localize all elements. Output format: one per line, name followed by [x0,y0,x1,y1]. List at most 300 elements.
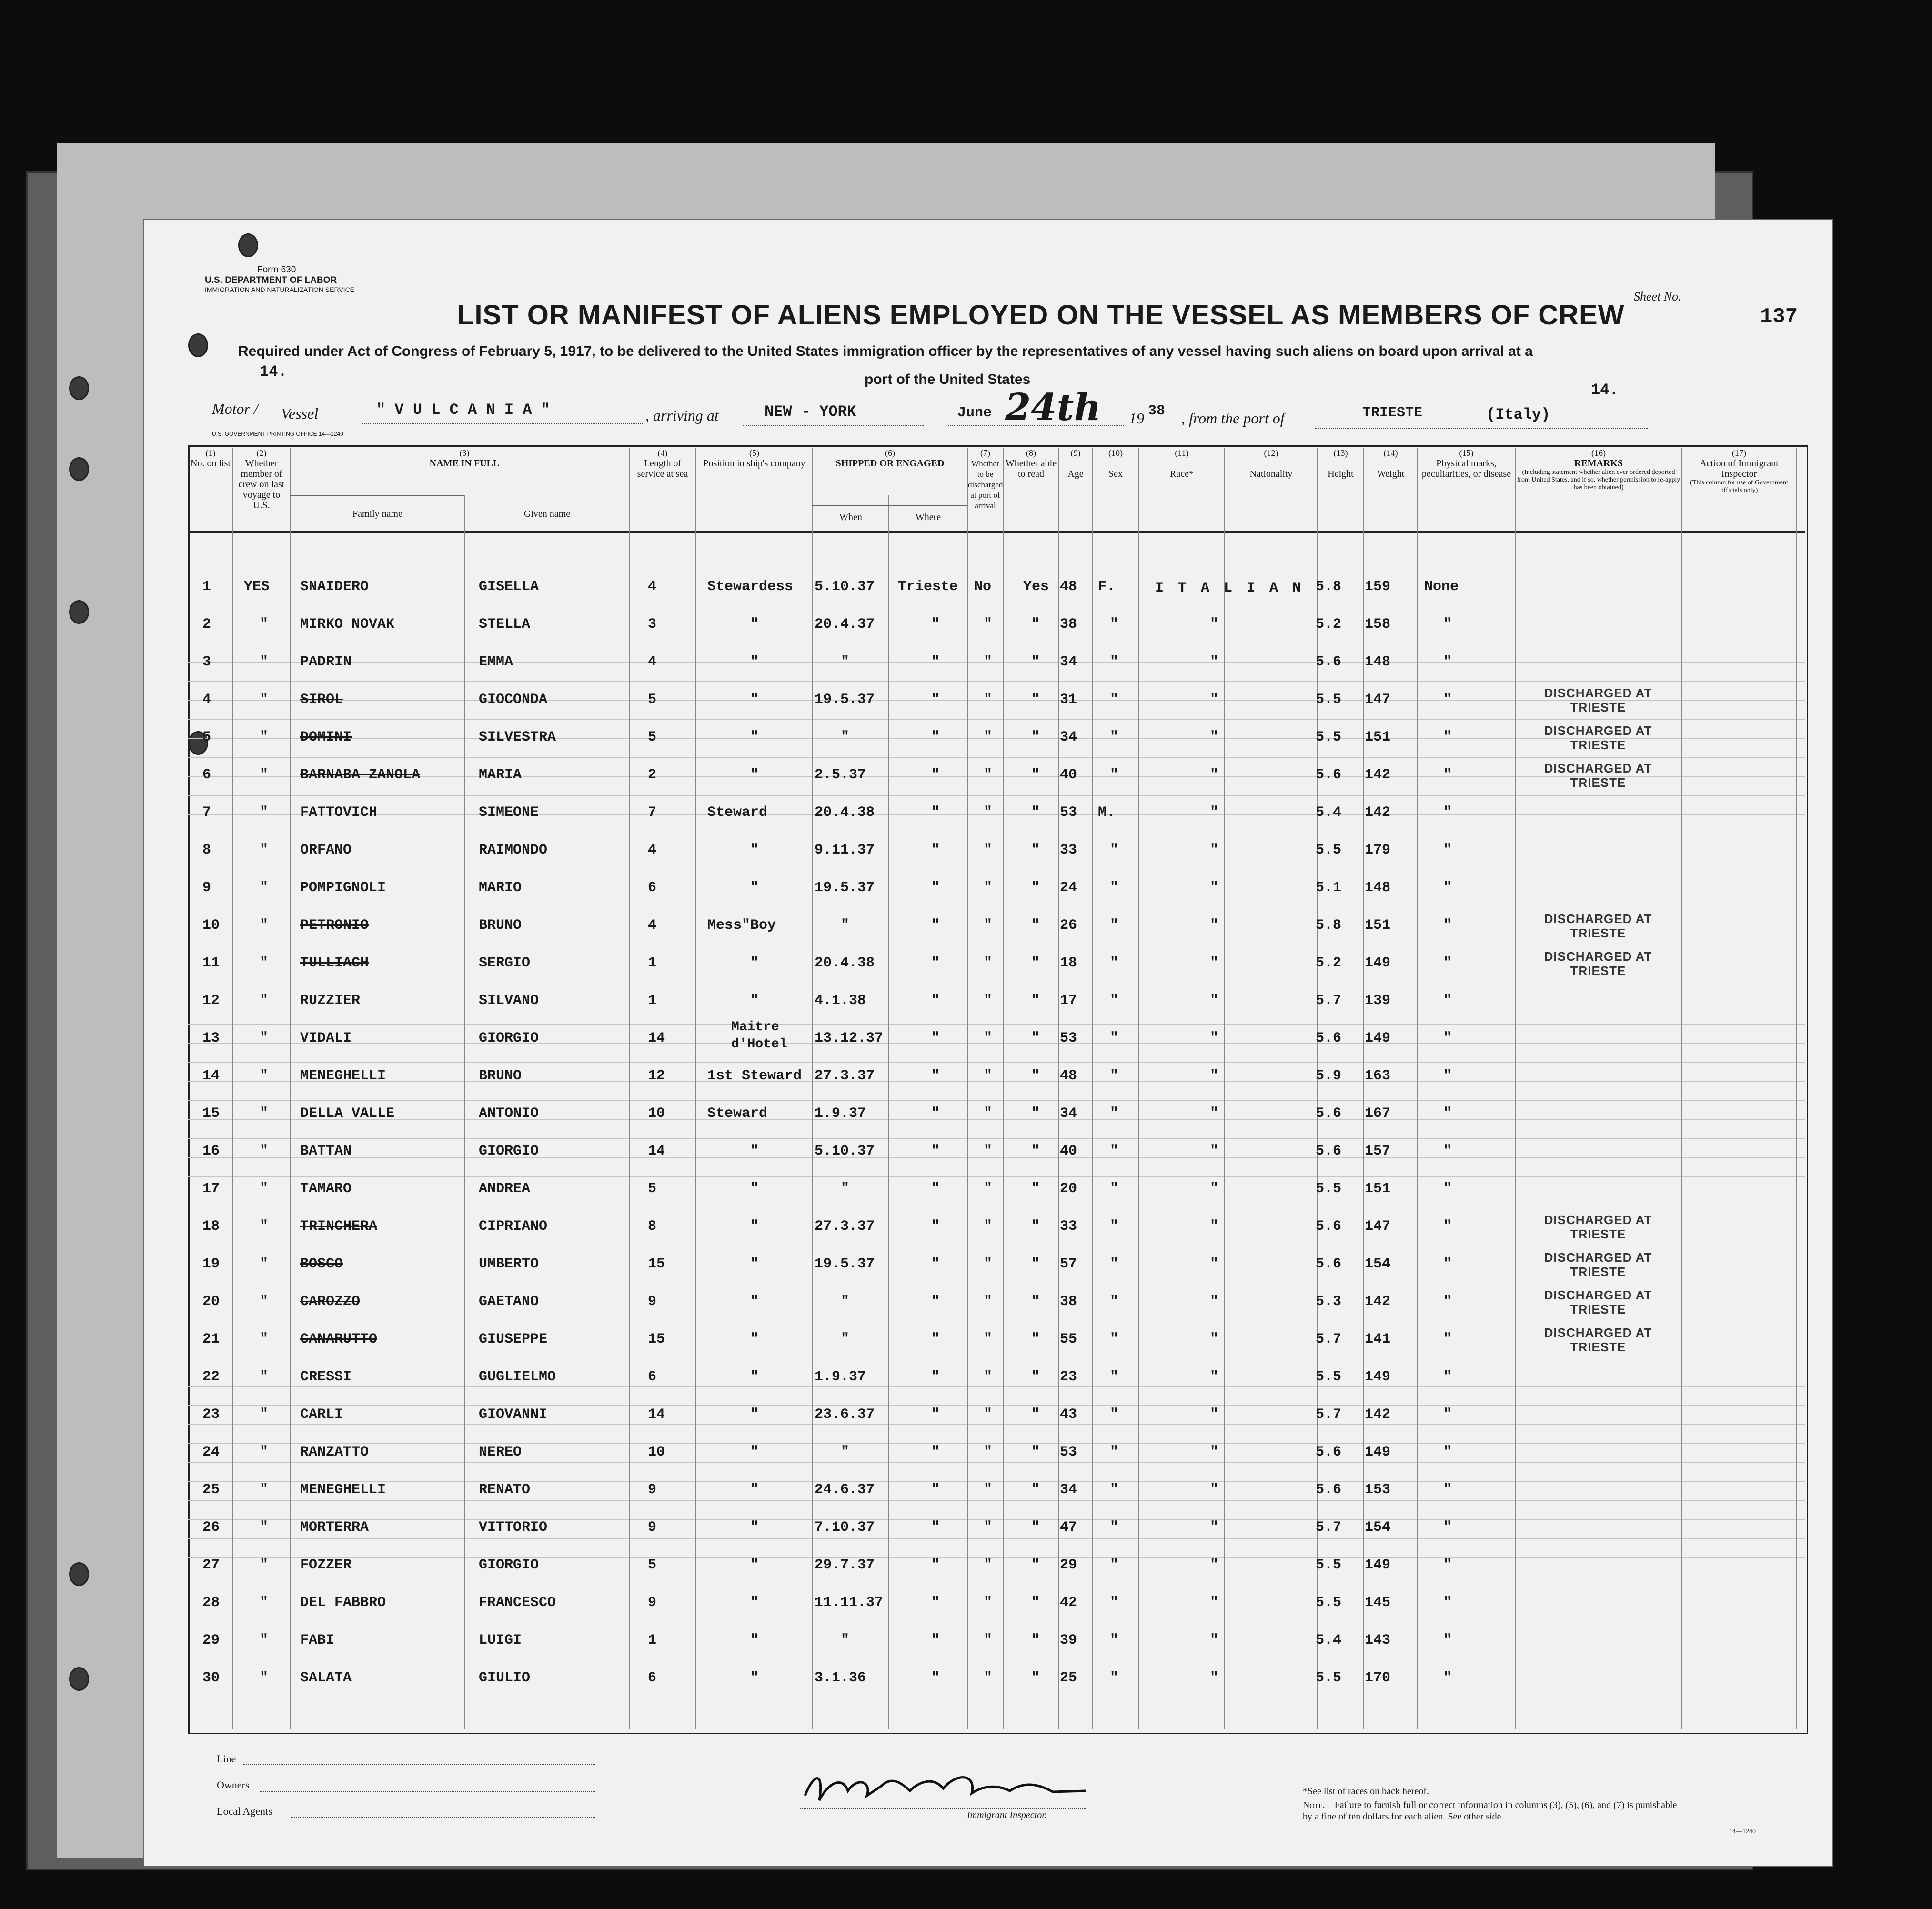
row-discharged: " [984,1030,993,1046]
row-read: " [1031,842,1040,858]
row-crew: " [260,804,269,821]
row-read: " [1031,1519,1040,1536]
row-where: " [931,955,940,971]
row-number: 27 [202,1557,220,1573]
col-divider [290,448,291,1729]
row-marks: " [1443,1143,1452,1159]
ruled-line [188,681,1805,682]
row-given-name: UMBERTO [479,1256,539,1272]
row-position: " [750,1482,759,1498]
row-age: 53 [1060,1444,1077,1460]
row-age: 48 [1060,579,1077,595]
col-divider [812,448,813,1729]
row-when: " [841,1331,850,1347]
row-race: " [1210,955,1219,971]
row-sex: " [1110,1068,1119,1084]
row-age: 38 [1060,1294,1077,1310]
row-discharged: " [984,1444,993,1460]
row-weight: 139 [1365,993,1391,1009]
row-family-name: TRINCHERA [300,1218,378,1235]
row-age: 39 [1060,1632,1077,1648]
sheet-number: 137 [1760,305,1798,329]
row-marks: " [1443,616,1452,633]
binder-hole [69,1667,89,1691]
row-service: 8 [648,1218,657,1235]
row-number: 13 [202,1030,220,1046]
row-when: 7.10.37 [815,1519,875,1536]
row-race: " [1210,1670,1219,1686]
col-header-read: (8) Whether able to read [1005,448,1057,479]
row-number: 11 [202,955,220,971]
row-height: 5.6 [1316,1482,1342,1498]
row-age: 34 [1060,1482,1077,1498]
row-marks: " [1443,1181,1452,1197]
row-number: 7 [202,804,211,821]
row-sex: " [1110,654,1119,670]
row-weight: 151 [1365,917,1391,934]
row-number: 10 [202,917,220,934]
row-height: 5.9 [1316,1068,1342,1084]
row-given-name: RENATO [479,1482,531,1498]
row-marks: " [1443,1369,1452,1385]
row-race: " [1210,1595,1219,1611]
discharged-stamp: DISCHARGED AT TRIESTE [1544,1326,1652,1354]
row-when: 5.10.37 [815,1143,875,1159]
row-read: " [1031,804,1040,821]
row-marks: " [1443,1331,1452,1347]
row-when: " [841,917,850,934]
row-read: " [1031,1218,1040,1235]
row-age: 38 [1060,616,1077,633]
ruled-line [188,1119,1805,1120]
row-sex: " [1110,1557,1119,1573]
col-header-service: (4) Length of service at sea [637,448,688,479]
row-when: 19.5.37 [815,880,875,896]
row-number: 19 [202,1256,220,1272]
row-age: 33 [1060,1218,1077,1235]
row-number: 6 [202,767,211,783]
row-number: 1 [202,579,211,595]
row-where: " [931,1143,940,1159]
row-given-name: NEREO [479,1444,522,1460]
row-position: Steward [707,1105,768,1122]
row-when: 23.6.37 [815,1407,875,1423]
row-given-name: GIULIO [479,1670,531,1686]
row-where: " [931,1595,940,1611]
row-read: " [1031,1670,1040,1686]
row-position: " [750,1557,759,1573]
row-family-name: POMPIGNOLI [300,880,386,896]
port-field-line [1315,428,1648,429]
page-title: LIST OR MANIFEST OF ALIENS EMPLOYED ON THE VESSEL AS MEMBERS OF CREW [457,300,1625,331]
row-weight: 159 [1365,579,1391,595]
row-family-name: MENEGHELLI [300,1482,386,1498]
row-family-name: SIROL [300,692,343,708]
row-number: 2 [202,616,211,633]
fine-note: Note.—Failure to furnish full or correct information in columns (3), (5), (6), and (7) is punishable by a fine of ten dollars for each alien. See other side. [1303,1800,1677,1822]
row-number: 20 [202,1294,220,1310]
row-marks: " [1443,1294,1452,1310]
row-position: " [750,955,759,971]
row-read: " [1031,1256,1040,1272]
row-discharged: " [984,767,993,783]
row-given-name: MARIA [479,767,522,783]
row-number: 25 [202,1482,220,1498]
row-service: 10 [648,1444,665,1460]
row-sex: " [1110,1294,1119,1310]
row-service: 10 [648,1105,665,1122]
row-when: 1.9.37 [815,1105,866,1122]
row-race: " [1210,1294,1219,1310]
row-where: Trieste [898,579,958,595]
print-code: 14—1240 [1729,1828,1756,1835]
row-crew: " [260,1331,269,1347]
row-family-name: BARNABA ZANOLA [300,767,421,783]
row-weight: 141 [1365,1331,1391,1347]
row-given-name: GIORGIO [479,1143,539,1159]
count-left: 14. [260,363,287,381]
row-crew: " [260,1632,269,1648]
row-service: 14 [648,1143,665,1159]
row-read: " [1031,1105,1040,1122]
row-read: " [1031,1482,1040,1498]
discharged-stamp: DISCHARGED AT TRIESTE [1544,1250,1652,1279]
row-number: 22 [202,1369,220,1385]
row-when: 5.10.37 [815,579,875,595]
row-height: 5.6 [1316,1256,1342,1272]
row-weight: 149 [1365,1369,1391,1385]
row-crew: " [260,917,269,934]
row-service: 14 [648,1407,665,1423]
row-given-name: GUGLIELMO [479,1369,556,1385]
row-age: 34 [1060,1105,1077,1122]
row-race: " [1210,1030,1219,1046]
row-race: " [1210,616,1219,633]
row-family-name: MENEGHELLI [300,1068,386,1084]
row-read: " [1031,993,1040,1009]
row-number: 29 [202,1632,220,1648]
row-discharged: " [984,1068,993,1084]
row-discharged: " [984,1256,993,1272]
row-position: " [750,1331,759,1347]
row-read: " [1031,1632,1040,1648]
row-age: 24 [1060,880,1077,896]
row-height: 5.6 [1316,1030,1342,1046]
row-number: 3 [202,654,211,670]
row-crew: " [260,1519,269,1536]
row-given-name: GIUSEPPE [479,1331,548,1347]
row-service: 6 [648,1369,657,1385]
row-position: " [750,1407,759,1423]
row-height: 5.6 [1316,767,1342,783]
col-header-given: Given name [523,509,571,519]
row-race: " [1210,1068,1219,1084]
ruled-line [188,757,1805,758]
row-sex: " [1110,1670,1119,1686]
row-sex: " [1110,1519,1119,1536]
row-given-name: GIOCONDA [479,692,548,708]
nationality-spread: I T A L I A N [1155,580,1304,596]
row-where: " [931,1218,940,1235]
row-when: " [841,729,850,745]
row-marks: " [1443,804,1452,821]
col-header-name: (3) NAME IN FULL [429,448,500,469]
row-service: 1 [648,993,657,1009]
row-crew: " [260,767,269,783]
row-crew: " [260,1143,269,1159]
row-given-name: MARIO [479,880,522,896]
row-weight: 149 [1365,1444,1391,1460]
col-header-crew: (2) Whether member of crew on last voyage to U.S. [238,448,285,511]
row-read: " [1031,917,1040,934]
required-text: Required under Act of Congress of February 5, 1917, to be delivered to the United States immigration officer by the representatives of any vessel having such aliens on board upon arrival at a [238,343,1533,359]
row-race: " [1210,692,1219,708]
row-read: " [1031,654,1040,670]
row-position: " [750,1444,759,1460]
row-where: " [931,767,940,783]
row-height: 5.4 [1316,1632,1342,1648]
from-country: (Italy) [1486,406,1550,423]
row-service: 4 [648,654,657,670]
row-family-name: ORFANO [300,842,352,858]
arriving-field-line [743,425,924,426]
row-given-name: SILVANO [479,993,539,1009]
name-subheader-rule [290,495,464,496]
row-sex: " [1110,917,1119,934]
vessel-label: Vessel [281,405,319,422]
ruled-line [188,719,1805,720]
ruled-line [188,814,1805,815]
row-sex: " [1110,1331,1119,1347]
row-given-name: GIOVANNI [479,1407,548,1423]
line-field [243,1764,595,1765]
col-header-family: Family name [352,509,402,519]
col-header-position: (5) Position in ship's company [703,448,805,469]
row-crew: " [260,880,269,896]
row-discharged: " [984,993,993,1009]
row-read: " [1031,692,1040,708]
row-sex: " [1110,955,1119,971]
races-note: *See list of races on back hereof. [1303,1786,1429,1797]
row-family-name: CAROZZO [300,1294,361,1310]
row-crew: YES [244,579,270,595]
row-where: " [931,804,940,821]
ruled-line [188,1500,1805,1501]
row-sex: " [1110,880,1119,896]
row-weight: 153 [1365,1482,1391,1498]
row-race: " [1210,1181,1219,1197]
row-weight: 167 [1365,1105,1391,1122]
row-where: " [931,1030,940,1046]
inspector-field [800,1808,1086,1809]
row-family-name: DOMINI [300,729,352,745]
row-discharged: " [984,1670,993,1686]
gpo-notice: U.S. GOVERNMENT PRINTING OFFICE 14—1240 [212,431,343,437]
from-port: TRIESTE [1362,405,1423,421]
row-where: " [931,1331,940,1347]
row-marks: " [1443,1519,1452,1536]
row-when: 11.11.37 [815,1595,884,1611]
row-family-name: VIDALI [300,1030,352,1046]
department-name: U.S. DEPARTMENT OF LABOR [205,275,337,285]
row-number: 18 [202,1218,220,1235]
row-age: 55 [1060,1331,1077,1347]
row-when: " [841,1632,850,1648]
row-family-name: CRESSI [300,1369,352,1385]
row-crew: " [260,1407,269,1423]
row-given-name: LUIGI [479,1632,522,1648]
row-where: " [931,1105,940,1122]
line-label: Line [217,1753,236,1765]
col-divider [1138,448,1139,1729]
row-given-name: STELLA [479,616,531,633]
row-given-name: BRUNO [479,917,522,934]
owners-label: Owners [217,1779,250,1791]
row-family-name: CANARUTTO [300,1331,378,1347]
arriving-port: NEW - YORK [765,403,856,421]
row-height: 5.4 [1316,804,1342,821]
row-discharged: " [984,692,993,708]
row-weight: 147 [1365,1218,1391,1235]
row-race: " [1210,1369,1219,1385]
row-given-name: SILVESTRA [479,729,556,745]
row-discharged: " [984,1331,993,1347]
row-crew: " [260,993,269,1009]
row-service: 5 [648,692,657,708]
row-when: 4.1.38 [815,993,866,1009]
row-read: " [1031,1444,1040,1460]
row-height: 5.6 [1316,1444,1342,1460]
ruled-line [188,1138,1805,1139]
row-sex: " [1110,1482,1119,1498]
row-crew: " [260,1030,269,1046]
row-given-name: GISELLA [479,579,539,595]
row-family-name: SALATA [300,1670,352,1686]
row-read: " [1031,729,1040,745]
col-header-shipped: (6) SHIPPED OR ENGAGED [835,448,945,469]
col-header-nationality: (12) Nationality [1249,448,1293,479]
row-weight: 170 [1365,1670,1391,1686]
row-height: 5.6 [1316,1105,1342,1122]
row-where: " [931,917,940,934]
col-header-height: (13) Height [1328,448,1354,479]
row-weight: 151 [1365,729,1391,745]
row-crew: " [260,1369,269,1385]
row-when: " [841,1444,850,1460]
ruled-line [188,1062,1805,1063]
row-weight: 149 [1365,1557,1391,1573]
row-where: " [931,1557,940,1573]
ruled-line [188,1443,1805,1444]
inspector-label: Immigrant Inspector. [967,1810,1047,1820]
row-height: 5.1 [1316,880,1342,896]
row-marks: " [1443,1595,1452,1611]
row-age: 34 [1060,729,1077,745]
ruled-line [188,1157,1805,1158]
ruled-line [188,1481,1805,1482]
row-family-name: FATTOVICH [300,804,378,821]
row-where: " [931,993,940,1009]
row-marks: " [1443,692,1452,708]
row-where: " [931,692,940,708]
row-discharged: " [984,1181,993,1197]
row-position: " [750,1143,759,1159]
service-name: IMMIGRATION AND NATURALIZATION SERVICE [205,286,354,293]
row-family-name: DEL FABBRO [300,1595,386,1611]
row-where: " [931,1407,940,1423]
row-weight: 151 [1365,1181,1391,1197]
row-service: 9 [648,1294,657,1310]
row-when: 1.9.37 [815,1369,866,1385]
row-position: " [750,1369,759,1385]
row-discharged: " [984,1632,993,1648]
row-family-name: MORTERRA [300,1519,369,1536]
row-read: " [1031,955,1040,971]
row-crew: " [260,1557,269,1573]
col-divider [629,448,630,1729]
row-height: 5.3 [1316,1294,1342,1310]
col-divider [464,495,465,1729]
row-race: " [1210,1519,1219,1536]
row-service: 6 [648,1670,657,1686]
row-position: " [750,842,759,858]
row-discharged: " [984,1294,993,1310]
row-marks: " [1443,1670,1452,1686]
table-header-rule [188,531,1805,533]
row-where: " [931,1444,940,1460]
row-read: " [1031,1369,1040,1385]
row-crew: " [260,729,269,745]
ruled-line [188,1519,1805,1520]
row-race: " [1210,1557,1219,1573]
punch-hole [238,233,258,257]
owners-field [260,1791,595,1792]
col-divider [1003,448,1004,1729]
row-number: 12 [202,993,220,1009]
row-age: 43 [1060,1407,1077,1423]
row-sex: " [1110,1632,1119,1648]
row-weight: 154 [1365,1256,1391,1272]
row-family-name: PETRONIO [300,917,369,934]
row-given-name: BRUNO [479,1068,522,1084]
col-divider [1058,448,1059,1729]
row-service: 5 [648,1181,657,1197]
row-family-name: FABI [300,1632,335,1648]
ruled-line [188,1557,1805,1558]
row-height: 5.5 [1316,1557,1342,1573]
row-weight: 158 [1365,616,1391,633]
row-number: 17 [202,1181,220,1197]
row-given-name: SIMEONE [479,804,539,821]
col-header-age: (9) Age [1067,448,1084,479]
row-sex: " [1110,1143,1119,1159]
row-given-name: EMMA [479,654,513,670]
row-read: " [1031,1294,1040,1310]
row-read: " [1031,1068,1040,1084]
binder-hole [69,457,89,481]
row-where: " [931,1294,940,1310]
row-height: 5.6 [1316,1143,1342,1159]
row-family-name: TULLIACH [300,955,369,971]
required-text-port: port of the United States [865,372,1031,387]
row-service: 9 [648,1519,657,1536]
row-when: 19.5.37 [815,1256,875,1272]
row-weight: 145 [1365,1595,1391,1611]
row-discharged: " [984,1557,993,1573]
row-read: " [1031,1143,1040,1159]
row-discharged: " [984,880,993,896]
row-number: 28 [202,1595,220,1611]
